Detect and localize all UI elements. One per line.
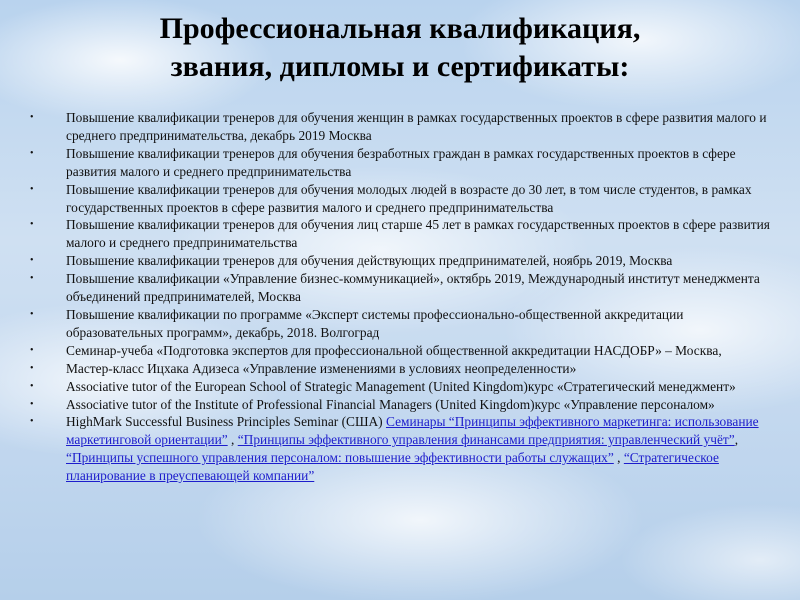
link-separator: , [613, 450, 624, 466]
bullet-icon: • [30, 112, 34, 123]
list-item-text: Associative tutor of the Institute of Professional Financial Managers (United Kingdom)курс «Управление персоналом» [66, 396, 715, 412]
list-item [30, 306, 775, 342]
bullet-icon: • [30, 308, 34, 320]
list-item-text: Повышение квалификации по программе «Эксперт системы профессионально-общественной аккредитации образовательных программ», декабрь, 2018. Волгоград [66, 306, 684, 340]
list-item [30, 342, 775, 360]
list-item-text: Мастер-класс Ицхака Адизеса «Управление изменениями в условиях неопределенности» [66, 360, 577, 376]
list-item [30, 396, 775, 414]
link-separator: , [734, 432, 739, 448]
list-item [30, 216, 775, 252]
title-line-2: звания, дипломы и сертификаты: [170, 50, 630, 83]
list-item [30, 378, 775, 396]
seminar-link-finance[interactable]: “Принципы эффективного управления финансами предприятия: управленческий учёт” [237, 432, 735, 448]
bullet-icon: • [30, 416, 34, 428]
list-item [30, 109, 775, 145]
bullet-icon: • [30, 362, 34, 374]
title-line-1: Профессиональная квалификация, [159, 12, 641, 45]
list-item [30, 145, 775, 181]
bullet-icon: • [30, 219, 34, 231]
seminar-link-strategic-planning[interactable]: “Стратегическое планирование в преуспевающей компании” [66, 450, 719, 484]
link-separator: , [227, 432, 238, 448]
highmark-prefix: HighMark Successful Business Principles Seminar (США) [66, 414, 386, 430]
bullet-icon: • [30, 398, 34, 410]
list-item [30, 252, 775, 270]
list-item-text: Семинар-учеба «Подготовка экспертов для профессиональной общественной аккредитации НАСДОБР» – Москва, [66, 342, 722, 358]
bullet-icon: • [30, 147, 34, 159]
list-item [30, 270, 775, 306]
list-item-text: Повышение квалификации тренеров для обучения женщин в рамках государственных проектов в сфере развития малого и среднего предпринимательства, декабрь 2019 Москва [66, 110, 767, 143]
list-item [30, 360, 775, 378]
list-item-text: Повышение квалификации «Управление бизнес-коммуникацией», октябрь 2019, Международный институт менеджмента объединений предпринимателей, Москва [66, 271, 760, 305]
list-item-highmark [30, 413, 775, 485]
list-item-text: Повышение квалификации тренеров для обучения молодых людей в возрасте до 30 лет, в том числе студентов, в рамках государственных проектов в сфере развития малого и среднего предпринимательства [66, 181, 752, 215]
bullet-icon: • [30, 380, 34, 392]
seminar-link-marketing[interactable]: Семинары “Принципы эффективного маркетинга: использование маркетинговой ориентации” [66, 414, 759, 448]
bullet-icon: • [30, 344, 34, 356]
bullet-icon: • [30, 183, 34, 195]
list-item-text: Associative tutor of the European School of Strategic Management (United Kingdom)курс «Стратегический менеджмент» [66, 378, 736, 394]
list-item [30, 181, 775, 217]
list-item-text: Повышение квалификации тренеров для обучения безработных граждан в рамках государственных проектов в сфере развития малого и среднего предпринимательства [66, 145, 736, 179]
page-title [0, 10, 800, 86]
list-item-text: Повышение квалификации тренеров для обучения действующих предпринимателей, ноябрь 2019, Москва [66, 253, 673, 269]
qualifications-list [30, 109, 775, 485]
bullet-icon: • [30, 273, 34, 285]
seminar-link-personnel[interactable]: “Принципы успешного управления персоналом: повышение эффективности работы служащих” [66, 450, 614, 466]
bullet-icon: • [30, 255, 34, 267]
list-item-text: Повышение квалификации тренеров для обучения лиц старше 45 лет в рамках государственных проектов в сфере развития малого и среднего предпринимательства [66, 217, 770, 251]
